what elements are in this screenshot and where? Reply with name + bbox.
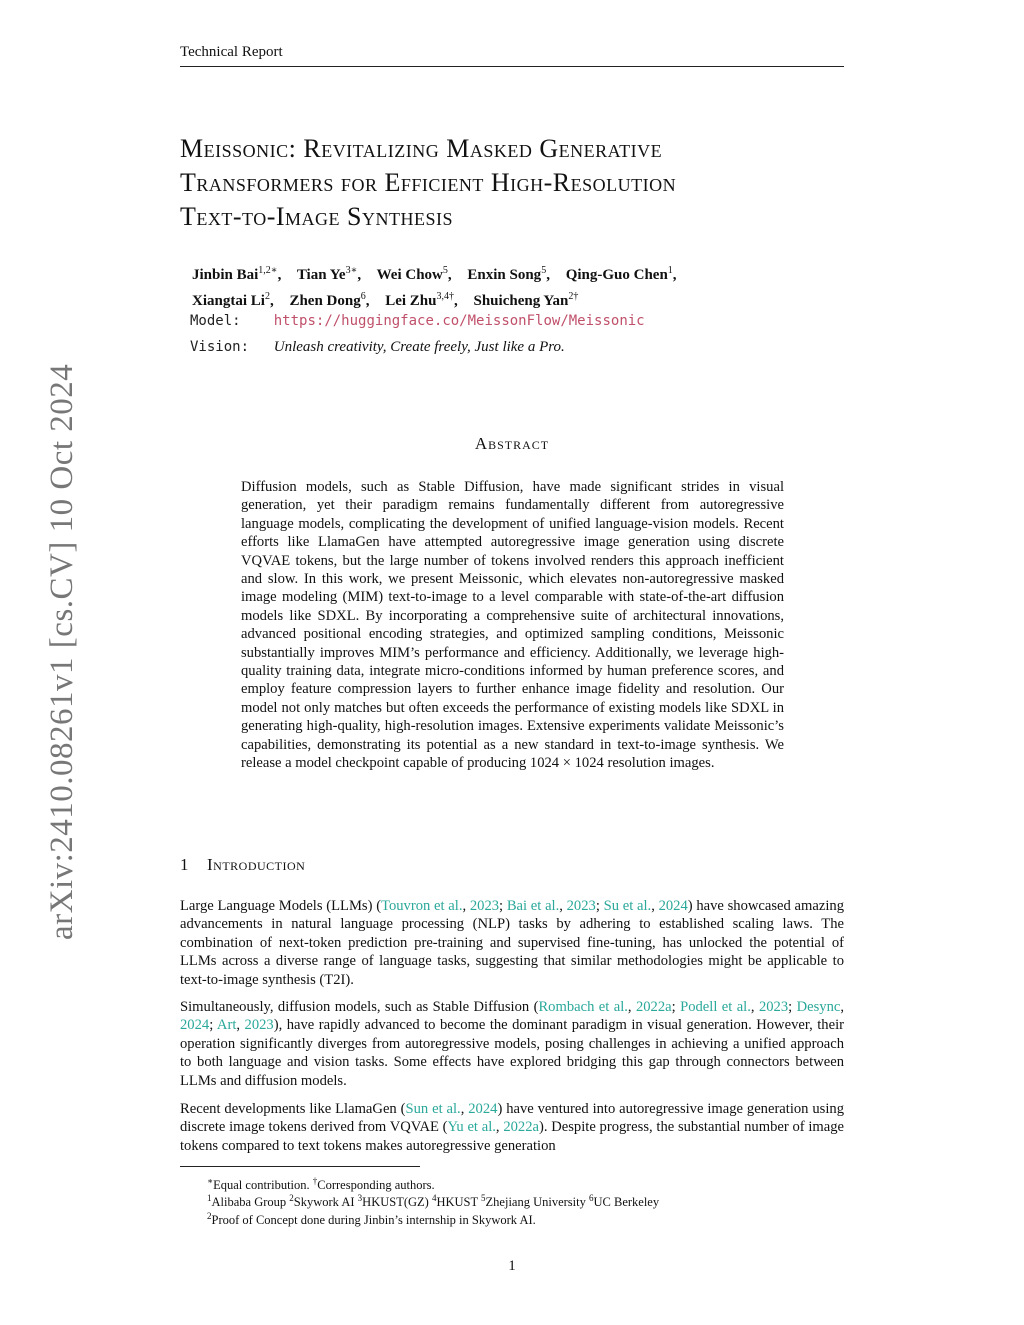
author: Jinbin Bai$^{1,2∗}$, (192, 265, 282, 283)
citation-link[interactable]: 2024 (468, 1101, 498, 1117)
section-title: Introduction (207, 855, 306, 874)
citation-link[interactable]: 2022a (503, 1119, 539, 1136)
citation-link[interactable]: 2024 (180, 1017, 210, 1034)
vision-text: Unleash creativity, Create freely, Just like a Pro. (273, 339, 565, 355)
running-header: Technical Report (180, 44, 283, 60)
citation-link[interactable]: Podell et al. (680, 999, 751, 1015)
footnote-internship: $^2$Proof of Concept done during Jinbin’s internship in Skywork AI. (207, 1211, 536, 1228)
author: Zhen Dong$^6$, (289, 291, 370, 309)
vision-label: Vision: (190, 339, 250, 355)
citation-link[interactable]: 2023 (758, 999, 789, 1015)
vision-line (190, 339, 565, 356)
citation-link[interactable]: Sun et al. (405, 1101, 461, 1117)
header-rule (180, 66, 844, 67)
citation-link[interactable]: 2023 (566, 898, 596, 914)
citation-link[interactable]: Bai et al. (506, 898, 560, 914)
citation-link[interactable]: Rombach et al. (538, 999, 628, 1015)
author: Shuicheng Yan$^{2\dagger}$ (473, 291, 579, 309)
title-line-2: Transformers for Efficient High-Resolution (180, 168, 677, 197)
intro-paragraph-2: Simultaneously, diffusion models, such as Stable Diffusion (Rombach et al., 2022a; Podell et al., 2023; Desync, 2024; Art, 2023), have rapidly advanced to become the dominant paradigm in visual generation. However, their operation significantly diverges from autoregressive models, posing challenges in achieving a unified approach to both language and vision tasks. Some effects have explored bridging this gap through connectors between LLMs and diffusion models. (180, 999, 845, 1089)
citation-link[interactable]: 2023 (469, 898, 500, 914)
model-label: Model: (190, 313, 241, 329)
abstract-body: Diffusion models, such as Stable Diffusion, have made significant strides in visual generation, yet their paradigm remains fundamentally different from autoregressive language models, complicating the development of unified language-vision models. Recent efforts like LlamaGen have attempted autoregressive image generation using discrete VQVAE tokens, but the large number of tokens involved renders this approach inefficient and slow. In this work, we present Meissonic, which elevates non-autoregressive masked image modeling (MIM) text-to-image to a level comparable with state-of-the-art diffusion models like SDXL. By incorporating a comprehensive suite of architectural innovations, advanced positional encoding strategies, and optimized sampling conditions, Meissonic substantially improves MIM’s performance and efficiency. Additionally, we leverage high-quality training data, integrate micro-conditions informed by human preference scores, and employ feature compression layers to further enhance image fidelity and resolution. Our model not only matches but often exceeds the performance of existing models like SDXL in generating high-quality, high-resolution images. Extensive experiments validate Meissonic’s capabilities, demonstrating its potential as a new standard in text-to-image synthesis. We release a model checkpoint capable of producing 1024 × 1024 resolution images. (241, 479, 784, 772)
citation-link[interactable]: Yu et al. (447, 1119, 496, 1136)
section-heading-introduction (180, 855, 305, 875)
title-line-3: Text-to-Image Synthesis (180, 202, 453, 231)
footnote-rule (180, 1166, 420, 1167)
author: Xiangtai Li$^2$, (192, 291, 274, 309)
author: Wei Chow$^5$, (376, 265, 452, 283)
model-link[interactable]: https://huggingface.co/MeissonFlow/Meissonic (273, 313, 645, 329)
section-number: 1 (180, 855, 189, 874)
author: Lei Zhu$^{3,4\dagger}$, (385, 291, 458, 309)
arxiv-stamp: arXiv:2410.08261v1 [cs.CV] 10 Oct 2024 (44, 363, 80, 940)
citation-link[interactable]: 2023 (244, 1017, 274, 1034)
author: Enxin Song$^5$, (467, 265, 550, 283)
citation-link[interactable]: 2024 (658, 898, 688, 914)
citation-link[interactable]: Touvron et al. (381, 898, 463, 914)
page-number: 1 (508, 1258, 516, 1274)
citation-link[interactable]: Art (216, 1017, 237, 1034)
title-line-1: Meissonic: Revitalizing Masked Generative (180, 134, 663, 163)
citation-link[interactable]: Su et al. (603, 898, 652, 914)
author: Qing-Guo Chen$^1$, (565, 265, 677, 283)
footnote-affiliations: $^1$Alibaba Group $^2$Skywork AI $^3$HKUST(GZ) $^4$HKUST $^5$Zhejiang University $^6$UC Berkeley (207, 1193, 660, 1210)
author-list (192, 260, 832, 312)
footnote-equal-contribution: ∗Equal contribution. †Corresponding authors. (207, 1176, 435, 1193)
author: Tian $Ye^{3∗}$, (296, 265, 362, 283)
intro-paragraph-1: Large Language Models (LLMs) (Touvron et al., 2023; Bai et al., 2023; Su et al., 2024) have showcased amazing advancements in natural language processing (NLP) tasks by adhering to established scaling laws. The combination of next-token prediction pre-training and supervised fine-tuning, has unlocked the potential of LLMs across a diverse range of language tasks, suggesting that similar methodologies might be applicable to text-to-image synthesis (T2I). (180, 898, 844, 988)
paper-title (180, 132, 844, 234)
citation-link[interactable]: Desync (796, 999, 841, 1015)
citation-link[interactable]: 2022a (635, 999, 672, 1015)
abstract-heading: Abstract (474, 434, 550, 453)
model-line (190, 313, 645, 330)
intro-paragraph-3: Recent developments like LlamaGen (Sun et al., 2024) have ventured into autoregressive image generation using discrete image tokens derived from VQVAE (Yu et al., 2022a). Despite progress, the substantial number of image tokens compared to text tokens makes autoregressive generation (180, 1101, 844, 1154)
